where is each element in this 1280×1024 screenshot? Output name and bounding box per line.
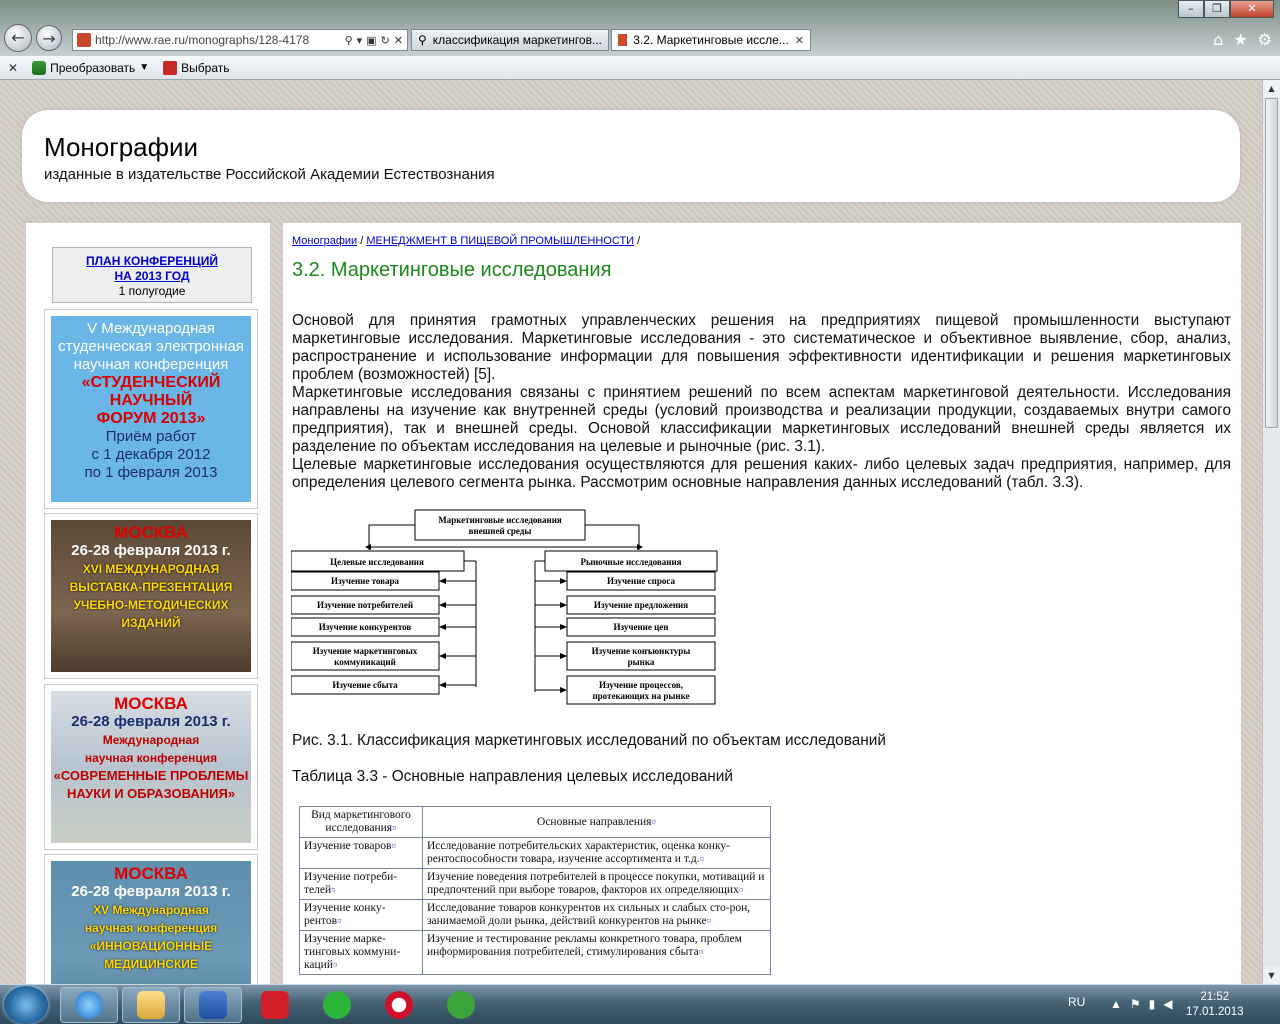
- figure-caption: Рис. 3.1. Классификация маркетинговых исследований по объектам исследований: [292, 732, 886, 749]
- search-icon[interactable]: ⚲: [344, 33, 353, 47]
- close-icon[interactable]: ✕: [8, 60, 19, 75]
- diagram-left-label: Изучение маркетинговых: [312, 646, 418, 656]
- banner-text: УЧЕБНО-МЕТОДИЧЕСКИХ: [73, 598, 229, 612]
- arrow-icon: [560, 653, 567, 659]
- search-icon: ⚲: [418, 33, 427, 47]
- diagram-left-label: Изучение потребителей: [316, 600, 414, 610]
- breadcrumb-separator: /: [637, 235, 641, 247]
- table-cell: [300, 931, 423, 975]
- convert-label: Преобразовать: [50, 60, 136, 75]
- compat-view-icon[interactable]: ▣: [366, 33, 377, 47]
- header-text: Основные направления: [537, 815, 652, 828]
- science-conference-banner[interactable]: [44, 684, 258, 850]
- diagram-left-label: коммуникаций: [334, 657, 396, 667]
- folder-icon: [137, 991, 165, 1019]
- scroll-up-icon[interactable]: ▲: [1263, 80, 1280, 97]
- paragraph-mark: ¤: [332, 960, 338, 970]
- arrow-icon: [560, 687, 567, 693]
- cell-text: Изучение потреби-телей: [304, 871, 398, 896]
- system-tray: [1050, 985, 1280, 1024]
- banner-city: МОСКВА: [114, 864, 188, 883]
- gear-icon[interactable]: ⚙: [1257, 30, 1272, 49]
- volume-icon[interactable]: ◀: [1163, 997, 1173, 1011]
- paragraph: Основой для принятия грамотных управленческих решения на предприятиях пищевой промышленности выступают маркетинговые исследования. Маркетинговые исследования - это систематическое и объективное выявление, сбор, анализ, распространение и использование информации для повышения эффективности идентификации и решения маркетинговых проблем (возможностей) [5].: [292, 312, 1231, 383]
- page-title: 3.2. Маркетинговые исследования: [292, 259, 612, 281]
- table-row: [300, 900, 771, 931]
- header-text: Вид маркетингового исследования: [311, 809, 411, 834]
- table-header-cell: [300, 807, 423, 838]
- windows-taskbar: [0, 984, 1280, 1024]
- table-cell: [423, 869, 771, 900]
- network-icon[interactable]: ▮: [1148, 997, 1156, 1011]
- classification-diagram: [291, 508, 721, 714]
- pdf-convert-icon: [32, 61, 46, 75]
- diagram-root-label: Маркетинговые исследования: [438, 515, 562, 525]
- banner-text: НАУЧНЫЙ: [109, 392, 193, 409]
- banner-dates: 26-28 февраля 2013 г.: [71, 883, 231, 900]
- table-cell: [423, 900, 771, 931]
- article-body: [292, 312, 1231, 492]
- arrow-icon: [439, 682, 446, 688]
- diagram-right-head: Рыночные исследования: [580, 557, 682, 567]
- stop-icon[interactable]: ✕: [393, 33, 403, 47]
- paragraph-mark: ¤: [337, 916, 342, 926]
- table-cell: [300, 838, 423, 869]
- diagram-left-label: Изучение сбыта: [332, 680, 398, 690]
- site-favicon-icon: [618, 34, 627, 46]
- breadcrumb-home-link[interactable]: Монографии: [292, 235, 358, 247]
- banner-text: ИЗДАНИЙ: [121, 616, 181, 630]
- internet-explorer-icon: [75, 991, 103, 1019]
- back-button[interactable]: ←: [4, 24, 32, 52]
- site-title: Монографии: [44, 132, 199, 162]
- tab-search[interactable]: [411, 29, 609, 51]
- diagram-right-label: Изучение спроса: [607, 576, 675, 586]
- home-icon[interactable]: ⌂: [1213, 30, 1224, 49]
- left-sidebar: [26, 223, 270, 984]
- diagram-left-label: Изучение товара: [330, 576, 400, 586]
- window-controls: [1178, 0, 1274, 18]
- mail-agent-icon: [323, 991, 351, 1019]
- table-row: [300, 931, 771, 975]
- taskbar-utorrent[interactable]: [432, 987, 490, 1023]
- breadcrumb: [292, 235, 640, 247]
- connector-line: [585, 525, 639, 550]
- banner-text: научная конференция: [84, 751, 218, 765]
- cell-text: Изучение марке-тинговых коммуни-каций: [304, 933, 401, 971]
- browser-toolbar-icons: [1213, 30, 1272, 49]
- table-caption: Таблица 3.3 - Основные направления целевых исследований: [292, 768, 733, 785]
- site-subtitle: изданные в издательстве Российской Академии Естествознания: [44, 166, 495, 183]
- site-favicon-icon: [77, 33, 91, 47]
- url-text[interactable]: http://www.rae.ru/monographs/128-4178: [95, 33, 310, 47]
- banner-text: Международная: [102, 733, 200, 747]
- paragraph-mark: ¤: [738, 885, 744, 895]
- banner-text: XV Международная: [93, 903, 209, 917]
- banner-text: по 1 февраля 2013: [84, 464, 218, 481]
- dropdown-icon[interactable]: ▾: [356, 33, 363, 47]
- diagram-left-label: Изучение конкурентов: [318, 622, 412, 632]
- language-indicator[interactable]: RU: [1068, 995, 1086, 1009]
- page-viewport: [0, 80, 1262, 984]
- diagram-root-label: внешней среды: [468, 526, 532, 536]
- table-cell: [300, 869, 423, 900]
- half-year-label: 1 полугодие: [118, 284, 186, 298]
- banner-text: с 1 декабря 2012: [91, 446, 211, 463]
- convert-button[interactable]: [32, 61, 149, 75]
- banner-dates: 26-28 февраля 2013 г.: [71, 713, 231, 730]
- banner-text: «СОВРЕМЕННЫЕ ПРОБЛЕМЫ: [53, 768, 249, 783]
- app-r-icon: [261, 991, 289, 1019]
- diagram-right-label: протекающих на рынке: [592, 691, 690, 701]
- cell-text: Исследование товаров конкурентов их сильных и слабых сто-рон, занимаемой доли рынка, действий конкурентов на рынке: [427, 902, 751, 927]
- banner-text: Приём работ: [105, 428, 197, 445]
- cell-text: Изучение поведения потребителей в процессе покупки, мотиваций и предпочтений при выборе товаров, факторов их определяющих: [427, 871, 765, 896]
- select-button[interactable]: [163, 61, 229, 75]
- cell-text: Изучение и тестирование рекламы конкретного товара, проблем информирования потребителей, стимулирования сбыта: [427, 933, 742, 958]
- clock-date: 17.01.2013: [1186, 1006, 1244, 1018]
- arrow-icon: [560, 578, 567, 584]
- scroll-down-icon[interactable]: ▼: [1263, 967, 1280, 984]
- banner-text: студенческая электронная: [58, 338, 244, 355]
- browser-titlebar: [0, 0, 1280, 56]
- diagram-right-label: Изучение конъюнктуры: [591, 646, 691, 656]
- paragraph: Целевые маркетинговые исследования осуществляются для решения каких- либо целевых задач предприятия, например, для определения целевого сегмента рынка. Рассмотрим основные направления данных исследований (табл. 3.3).: [292, 456, 1231, 491]
- minimize-button[interactable]: –: [1178, 0, 1204, 18]
- diagram-right-label: Изучение предложения: [593, 600, 689, 610]
- student-forum-banner[interactable]: [44, 309, 258, 509]
- close-tab-icon[interactable]: ✕: [794, 34, 804, 47]
- conference-plan-link[interactable]: ПЛАН КОНФЕРЕНЦИЙ: [86, 254, 218, 268]
- banner-text: ВЫСТАВКА-ПРЕЗЕНТАЦИЯ: [69, 580, 233, 594]
- maximize-button[interactable]: ❐: [1204, 0, 1230, 18]
- paragraph-mark: ¤: [706, 916, 712, 926]
- cell-text: Изучение конку-рентов: [304, 902, 386, 927]
- diagram-right-label: рынка: [627, 657, 655, 667]
- select-label: Выбрать: [181, 60, 230, 75]
- banner-text: «СТУДЕНЧЕСКИЙ: [81, 374, 221, 391]
- conference-plan-box: [52, 247, 252, 303]
- tab-label: классификация маркетингов...: [432, 33, 602, 47]
- arrow-icon: [637, 544, 643, 550]
- site-header: [22, 110, 1240, 202]
- tab-label: 3.2. Маркетинговые иссле...: [633, 33, 789, 47]
- table-cell: [423, 838, 771, 869]
- table-header-row: [300, 807, 771, 838]
- main-content: [283, 223, 1241, 984]
- taskbar-ie[interactable]: [60, 987, 118, 1023]
- table-header-cell: [423, 807, 771, 838]
- command-bar: [0, 56, 1280, 80]
- paragraph-mark: ¤: [698, 947, 704, 957]
- forward-button[interactable]: →: [36, 25, 62, 51]
- paragraph-mark: ¤: [699, 854, 705, 864]
- banner-text: научная конференция: [84, 921, 218, 935]
- favorites-star-icon[interactable]: ★: [1233, 30, 1248, 49]
- show-hidden-icon[interactable]: ▲: [1110, 997, 1122, 1011]
- address-bar[interactable]: [72, 29, 408, 51]
- cell-text: Изучение товаров: [304, 840, 392, 852]
- directions-table: [299, 806, 771, 975]
- utorrent-icon: [447, 991, 475, 1019]
- banner-text: XVI МЕЖДУНАРОДНАЯ: [82, 562, 220, 576]
- arrow-icon: [365, 544, 371, 550]
- banner-text: научная конференция: [73, 356, 229, 373]
- paragraph-mark: ¤: [392, 823, 397, 833]
- exhibition-banner[interactable]: [44, 513, 258, 679]
- arrow-icon: [439, 578, 446, 584]
- arrow-icon: [560, 624, 567, 630]
- medical-conference-banner[interactable]: [44, 854, 258, 984]
- breadcrumb-section-link[interactable]: МЕНЕДЖМЕНТ В ПИЩЕВОЙ ПРОМЫШЛЕННОСТИ: [366, 235, 635, 247]
- vertical-scrollbar[interactable]: [1262, 80, 1280, 984]
- table-cell: [300, 900, 423, 931]
- word-icon: [199, 991, 227, 1019]
- banner-dates: 26-28 февраля 2013 г.: [71, 542, 231, 559]
- banner-text: ФОРУМ 2013»: [96, 410, 206, 427]
- taskbar-word[interactable]: [184, 987, 242, 1023]
- banner-city: МОСКВА: [114, 694, 188, 713]
- breadcrumb-separator: /: [360, 235, 364, 247]
- tab-current[interactable]: [611, 29, 811, 51]
- paragraph-mark: ¤: [331, 885, 336, 895]
- arrow-icon: [439, 653, 446, 659]
- refresh-icon[interactable]: ↻: [380, 33, 390, 47]
- arrow-icon: [439, 602, 446, 608]
- close-window-button[interactable]: ✕: [1230, 0, 1274, 18]
- clock-time: 21:52: [1200, 991, 1230, 1003]
- taskbar-explorer[interactable]: [122, 987, 180, 1023]
- table-cell: [423, 931, 771, 975]
- diagram-right-label: Изучение процессов,: [599, 680, 683, 690]
- diagram-left-head: Целевые исследования: [330, 557, 424, 567]
- table-row: [300, 838, 771, 869]
- banner-text: «ИННОВАЦИОННЫЕ МЕДИЦИНСКИЕ: [89, 939, 213, 971]
- connector-line: [369, 525, 415, 550]
- action-center-icon[interactable]: ⚑: [1129, 997, 1141, 1011]
- arrow-icon: [560, 602, 567, 608]
- paragraph-mark: ¤: [391, 841, 396, 851]
- paragraph: Маркетинговые исследования связаны с принятием решений по всем аспектам маркетинговой деятельности. Исследования направлены на изучение как внутренней среды (условий производства и реализации продукции, создаваемых внутри самого предприятия), так и внешней среды. Основой классификации маркетинговых исследований внешней среды является их разделение по объектам исследования на целевые и рыночные (рис. 3.1).: [292, 384, 1231, 455]
- scrollbar-thumb[interactable]: [1265, 98, 1278, 428]
- banner-text: V Международная: [87, 320, 215, 337]
- select-icon: [163, 61, 177, 75]
- table-row: [300, 869, 771, 900]
- paragraph-mark: ¤: [651, 816, 656, 827]
- clock[interactable]: [1186, 990, 1244, 1020]
- conference-plan-year-link[interactable]: НА 2013 ГОД: [114, 269, 190, 283]
- opera-icon: [385, 991, 413, 1019]
- arrow-icon: [439, 624, 446, 630]
- banner-text: НАУКИ И ОБРАЗОВАНИЯ»: [66, 786, 236, 801]
- taskbar-opera[interactable]: [370, 987, 428, 1023]
- chevron-down-icon[interactable]: ▼: [139, 62, 150, 73]
- start-button[interactable]: [4, 986, 48, 1024]
- banner-city: МОСКВА: [114, 523, 188, 542]
- taskbar-mail-agent[interactable]: [308, 987, 366, 1023]
- taskbar-app-r[interactable]: [246, 987, 304, 1023]
- cell-text: Исследование потребительских характеристик, оценка конку-рентоспособности товара, изучение ассортимента и т.д.: [427, 840, 730, 865]
- tray-icons: [1110, 997, 1173, 1011]
- diagram-right-label: Изучение цен: [613, 622, 669, 632]
